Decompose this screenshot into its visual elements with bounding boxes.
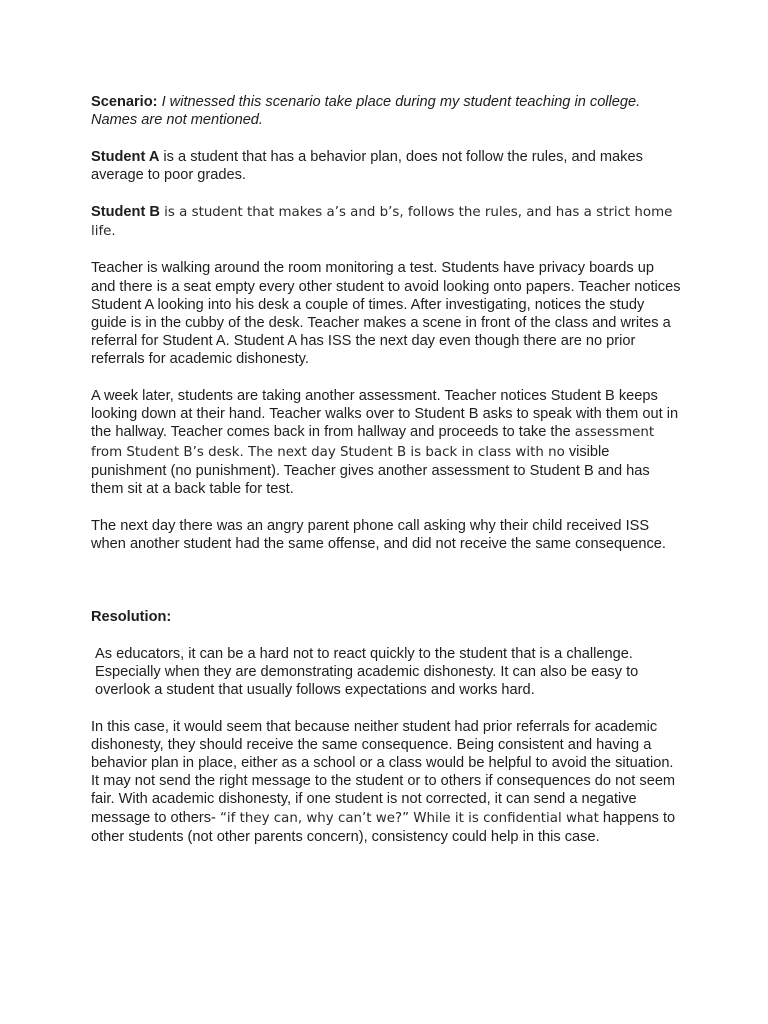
resolution-text-3: happens to other students (not other parents concern), consistency could help in this case. (91, 809, 676, 845)
scenario-paragraph (91, 93, 681, 129)
test-monitoring-paragraph: Teacher is walking around the room monitoring a test. Students have privacy boards up and there is a seat empty every other student to avoid looking onto papers. Teacher notices Student A looking into his desk a couple of times. After investigating, notices the study guide is in the cubby of the desk. Teacher makes a scene in front of the class and writes a referral for Student A. Student A has ISS the next day even though there are no prior referrals for academic dishonesty. (91, 260, 681, 368)
second-assessment-paragraph (91, 387, 681, 498)
scenario-label: Scenario: (91, 94, 158, 110)
second-assessment-text-1: A week later, students are taking another assessment. Teacher notices Student B keeps looking down at their hand. Teacher walks over to Student B asks to speak with them out in the hallway. Teacher comes back in from hallway and proceeds to take the (91, 388, 679, 441)
resolution-text-1: In this case, it would seem that because neither student had prior referrals for academic dishonesty, they should receive the same consequence. Being consistent and having a behavior plan in place, either as a school or a class would be helpful to avoid the situation. It may not send the right message to the student or to others if consequences do not seem fair. With academic dishonesty, if one student is not corrected, it can send a negative message to others- (91, 718, 676, 826)
resolution-text-2: “if they can, why can’t we?” While it is confidential what (219, 810, 599, 826)
resolution-heading: Resolution: (91, 609, 172, 626)
student-b-label: Student B (91, 203, 160, 220)
scenario-text: I witnessed this scenario take place during my student teaching in college. Names are not mentioned. (91, 94, 641, 129)
student-b-paragraph (91, 203, 681, 241)
parent-call-paragraph: The next day there was an angry parent phone call asking why their child received ISS when another student had the same offense, and did not receive the same consequence. (91, 517, 666, 552)
resolution-paragraph-1: As educators, it can be a hard not to react quickly to the student that is a challenge. Especially when they are demonstrating academic dishonesty. It can also be easy to overlook a student that usually follows expectations and works hard. (95, 645, 639, 699)
second-assessment-text-3: visible punishment (no punishment). Teacher gives another assessment to Student B and has them sit at a back table for test. (91, 443, 650, 498)
student-a-label: Student A (91, 148, 160, 165)
student-b-text: is a student that makes a’s and b’s, follows the rules, and has a strict home life. (91, 204, 673, 239)
resolution-paragraph-2 (91, 718, 681, 846)
second-assessment-text-2: assessment from Student B’s desk. The next day Student B is back in class with no (91, 425, 655, 460)
student-a-text: is a student that has a behavior plan, does not follow the rules, and makes average to poor grades. (91, 148, 643, 183)
student-a-paragraph (91, 148, 681, 184)
document-body (91, 93, 681, 846)
